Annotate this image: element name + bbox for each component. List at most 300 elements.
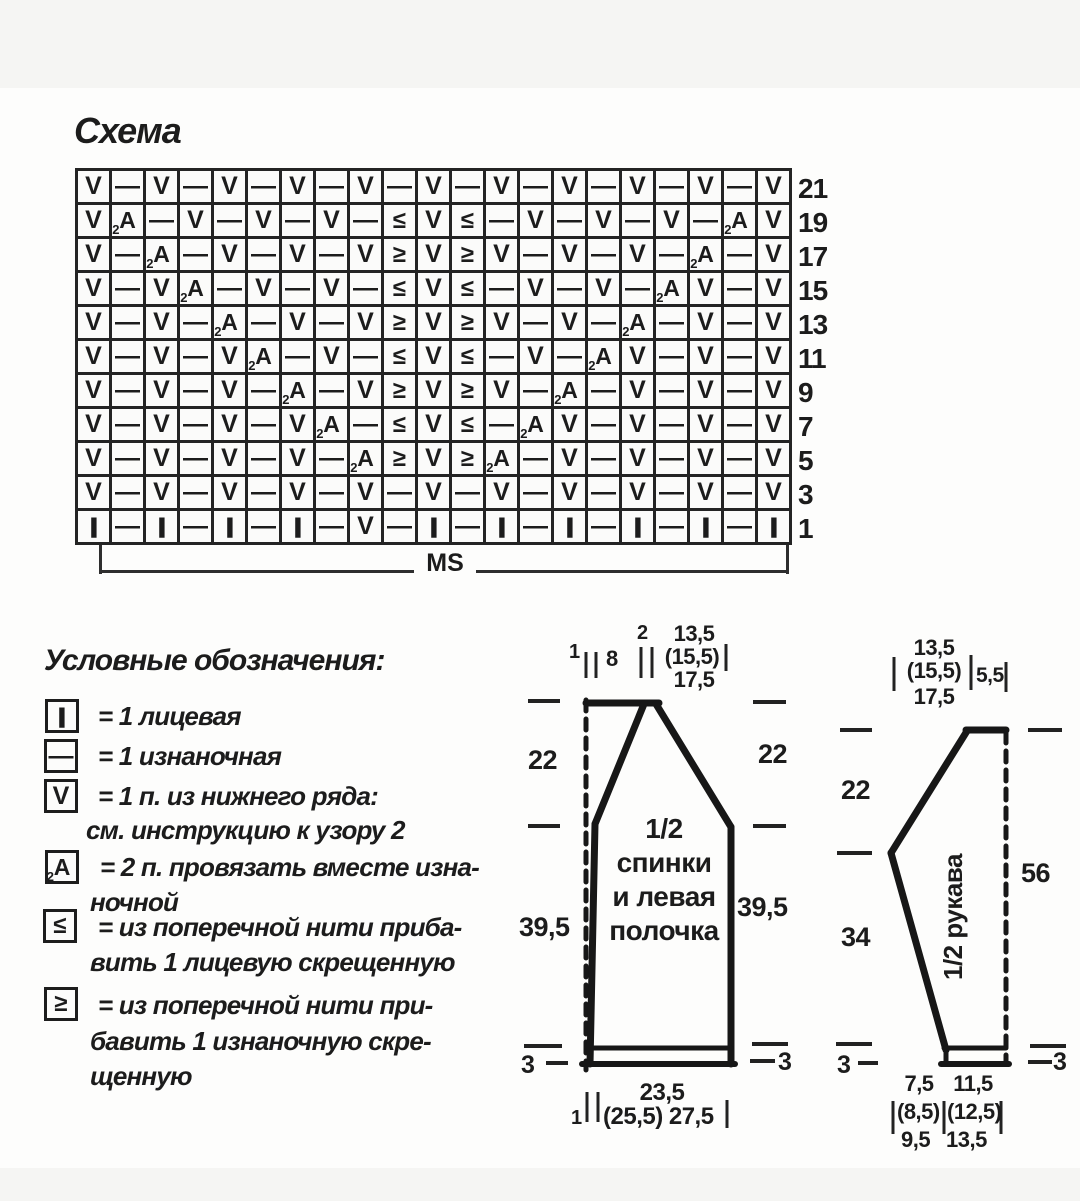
chart-cell xyxy=(214,341,245,372)
p1-name-line2: спинки xyxy=(616,847,712,878)
stitch-symbol-V: V xyxy=(561,410,578,438)
stitch-symbol-V: V xyxy=(85,342,102,370)
stitch-symbol-G: ≥ xyxy=(460,444,475,472)
chart-cell xyxy=(248,205,279,236)
chart-cell xyxy=(758,375,789,406)
chart-cell xyxy=(486,171,517,202)
stitch-symbol-V: V xyxy=(255,274,272,302)
chart-cell xyxy=(622,239,653,270)
chart-cell xyxy=(112,205,143,236)
stitch-symbol-V: V xyxy=(493,240,510,268)
p2-neck-size-1: 13,5 xyxy=(913,635,955,660)
chart-cell xyxy=(282,477,313,508)
stitch-symbol-V: V xyxy=(153,444,170,472)
stitch-symbol-V: V xyxy=(85,478,102,506)
chart-cell xyxy=(384,477,415,508)
stitch-symbol-P: — xyxy=(285,274,310,302)
stitch-symbol-V: V xyxy=(493,308,510,336)
chart-cell xyxy=(588,307,619,338)
stitch-symbol-P: — xyxy=(183,342,208,370)
chart-cell xyxy=(690,477,721,508)
chart-cell xyxy=(520,477,551,508)
stitch-symbol-P: — xyxy=(659,512,684,540)
p2-name: 1/2 рукава xyxy=(938,854,968,980)
stitch-symbol-G: ≥ xyxy=(54,990,68,1017)
chart-row-number: 19 xyxy=(798,207,828,238)
stitch-symbol-P: — xyxy=(727,478,752,506)
chart-cell xyxy=(690,375,721,406)
stitch-symbol-V: V xyxy=(425,342,442,370)
stitch-symbol-P: — xyxy=(455,512,480,540)
chart-cell xyxy=(656,341,687,372)
stitch-symbol-V: V xyxy=(357,172,374,200)
chart-cell xyxy=(656,171,687,202)
stitch-symbol-V: V xyxy=(187,206,204,234)
p2-right-56: 56 xyxy=(1021,858,1051,888)
chart-cell xyxy=(622,409,653,440)
chart-cell xyxy=(384,375,415,406)
stitch-symbol-P: — xyxy=(251,308,276,336)
stitch-symbol-P: — xyxy=(659,410,684,438)
chart-cell xyxy=(418,477,449,508)
chart-cell xyxy=(554,273,585,304)
stitch-symbol-P: — xyxy=(387,172,412,200)
stitch-symbol-P: — xyxy=(523,172,548,200)
chart-cell xyxy=(486,239,517,270)
stitch-symbol-V: V xyxy=(85,410,102,438)
stitch-symbol-A: A 2 xyxy=(112,207,136,236)
stitch-symbol-P: — xyxy=(115,376,140,404)
legend-symbol-m1-knit xyxy=(43,909,77,943)
chart-cell xyxy=(622,443,653,474)
chart-cell xyxy=(214,443,245,474)
stitch-symbol-P: — xyxy=(659,172,684,200)
stitch-symbol-V: V xyxy=(153,172,170,200)
chart-cell xyxy=(520,205,551,236)
stitch-symbol-V: V xyxy=(323,274,340,302)
stitch-symbol-P: — xyxy=(659,444,684,472)
chart-cell xyxy=(282,307,313,338)
chart-cell xyxy=(180,205,211,236)
chart-cell xyxy=(316,171,347,202)
chart-cell xyxy=(418,205,449,236)
chart-cell xyxy=(554,409,585,440)
chart-cell xyxy=(724,341,755,372)
chart-cell xyxy=(656,511,687,542)
chart-cell xyxy=(690,273,721,304)
stitch-symbol-P: — xyxy=(217,274,242,302)
stitch-symbol-V: V xyxy=(765,206,782,234)
chart-cell xyxy=(724,375,755,406)
stitch-symbol-V: V xyxy=(153,274,170,302)
chart-cell xyxy=(180,239,211,270)
chart-cell xyxy=(724,171,755,202)
chart-cell xyxy=(758,273,789,304)
stitch-symbol-V: V xyxy=(425,410,442,438)
chart-cell xyxy=(112,477,143,508)
chart-cell xyxy=(282,239,313,270)
chart-cell xyxy=(350,443,381,474)
stitch-symbol-V: V xyxy=(425,274,442,302)
stitch-symbol-V: V xyxy=(357,240,374,268)
stitch-symbol-P: — xyxy=(251,512,276,540)
legend-symbol-knit xyxy=(45,699,79,733)
chart-cell xyxy=(452,341,483,372)
stitch-symbol-A: A 2 xyxy=(146,241,170,270)
chart-cell xyxy=(486,341,517,372)
stitch-symbol-V: V xyxy=(561,172,578,200)
stitch-symbol-V: V xyxy=(629,376,646,404)
chart-cell xyxy=(248,239,279,270)
stitch-symbol-V: V xyxy=(595,274,612,302)
chart-cell xyxy=(520,443,551,474)
stitch-symbol-V: V xyxy=(85,240,102,268)
chart-cell xyxy=(452,307,483,338)
stitch-symbol-P: — xyxy=(319,308,344,336)
stitch-symbol-L: ≤ xyxy=(460,206,475,234)
chart-cell xyxy=(78,375,109,406)
chart-cell xyxy=(486,511,517,542)
stitch-symbol-V: V xyxy=(595,206,612,234)
chart-cell xyxy=(248,409,279,440)
stitch-symbol-V: V xyxy=(765,308,782,336)
chart-cell xyxy=(180,273,211,304)
stitch-symbol-V: V xyxy=(629,172,646,200)
chart-cell xyxy=(656,477,687,508)
stitch-symbol-V: V xyxy=(527,342,544,370)
stitch-symbol-P: — xyxy=(659,240,684,268)
chart-cell xyxy=(146,477,177,508)
chart-cell xyxy=(452,443,483,474)
chart-cell xyxy=(622,375,653,406)
stitch-symbol-A: A 2 xyxy=(248,343,272,372)
stitch-symbol-V: V xyxy=(221,376,238,404)
stitch-symbol-G: ≥ xyxy=(392,376,407,404)
chart-cell xyxy=(146,511,177,542)
chart-cell xyxy=(418,239,449,270)
chart-cell xyxy=(452,171,483,202)
chart-cell xyxy=(384,239,415,270)
chart-row-number: 3 xyxy=(798,479,813,510)
chart-cell xyxy=(452,409,483,440)
stitch-symbol-P: — xyxy=(353,342,378,370)
chart-cell xyxy=(350,341,381,372)
stitch-symbol-P: — xyxy=(523,444,548,472)
chart-cell xyxy=(180,477,211,508)
stitch-symbol-V: V xyxy=(425,172,442,200)
chart-cell xyxy=(112,341,143,372)
stitch-symbol-V: V xyxy=(493,478,510,506)
chart-cell xyxy=(146,273,177,304)
chart-cell xyxy=(554,307,585,338)
chart-cell xyxy=(248,511,279,542)
chart-cell xyxy=(214,409,245,440)
p1-top-8: 8 xyxy=(606,646,618,671)
chart-cell xyxy=(622,307,653,338)
chart-cell xyxy=(214,511,245,542)
stitch-symbol-P: — xyxy=(455,478,480,506)
stitch-symbol-P: — xyxy=(523,478,548,506)
chart-cell xyxy=(350,171,381,202)
stitch-symbol-P: — xyxy=(115,342,140,370)
stitch-symbol-P: — xyxy=(183,410,208,438)
stitch-symbol-A: A 2 xyxy=(46,853,71,884)
stitch-symbol-L: ≤ xyxy=(53,912,67,939)
stitch-symbol-V: V xyxy=(493,376,510,404)
chart-cell xyxy=(588,239,619,270)
chart-cell xyxy=(554,443,585,474)
chart-cell xyxy=(452,205,483,236)
stitch-symbol-V: V xyxy=(629,240,646,268)
stitch-symbol-V: V xyxy=(629,478,646,506)
chart-cell xyxy=(418,341,449,372)
stitch-symbol-P: — xyxy=(455,172,480,200)
chart-cell xyxy=(656,205,687,236)
stitch-symbol-V: V xyxy=(697,172,714,200)
p1-top-1: 1 xyxy=(569,641,580,663)
chart-cell xyxy=(248,443,279,474)
chart-cell xyxy=(656,443,687,474)
legend-text: = из поперечной нити приба- xyxy=(98,912,462,942)
chart-cell xyxy=(486,477,517,508)
stitch-symbol-P: — xyxy=(557,342,582,370)
page-title: Схема xyxy=(74,110,181,151)
chart-cell xyxy=(214,171,245,202)
chart-cell xyxy=(690,205,721,236)
chart-cell xyxy=(588,443,619,474)
chart-cell xyxy=(78,443,109,474)
chart-row-number: 21 xyxy=(798,173,828,204)
p2-bottom-11-5: 11,5 xyxy=(953,1071,993,1096)
chart-cell xyxy=(180,511,211,542)
chart-cell xyxy=(282,341,313,372)
stitch-symbol-V: V xyxy=(85,308,102,336)
chart-cell xyxy=(588,511,619,542)
chart-cell xyxy=(112,171,143,202)
legend-text: см. инструкцию к узору 2 xyxy=(86,815,405,845)
chart-cell xyxy=(758,205,789,236)
stitch-symbol-P: — xyxy=(353,410,378,438)
p1-name-line4: полочка xyxy=(609,915,719,946)
stitch-symbol-P: — xyxy=(115,308,140,336)
stitch-symbol-V: V xyxy=(697,444,714,472)
stitch-symbol-P: — xyxy=(489,206,514,234)
chart-cell xyxy=(656,273,687,304)
chart-cell xyxy=(588,273,619,304)
chart-cell xyxy=(146,375,177,406)
stitch-symbol-V: V xyxy=(629,342,646,370)
stitch-symbol-G: ≥ xyxy=(392,308,407,336)
stitch-symbol-P: — xyxy=(557,274,582,302)
chart-cell xyxy=(690,409,721,440)
stitch-symbol-V: V xyxy=(153,342,170,370)
stitch-symbol-P: — xyxy=(183,308,208,336)
stitch-symbol-P: — xyxy=(115,444,140,472)
stitch-symbol-V: V xyxy=(561,444,578,472)
stitch-symbol-P: — xyxy=(387,478,412,506)
chart-cell xyxy=(622,171,653,202)
legend-symbol-m1-purl xyxy=(44,987,78,1021)
chart-cell xyxy=(588,375,619,406)
chart-row-number: 7 xyxy=(798,411,813,442)
p1-left-22: 22 xyxy=(528,745,558,775)
stitch-symbol-K: | xyxy=(155,515,168,538)
chart-cell xyxy=(758,409,789,440)
stitch-symbol-V: V xyxy=(697,274,714,302)
stitch-symbol-V: V xyxy=(425,206,442,234)
stitch-symbol-V: V xyxy=(663,206,680,234)
chart-cell xyxy=(690,307,721,338)
p1-right-22: 22 xyxy=(758,739,788,769)
chart-cell xyxy=(316,409,347,440)
chart-cell xyxy=(282,443,313,474)
stitch-symbol-P: — xyxy=(659,376,684,404)
p1-neck-size-3: 17,5 xyxy=(673,667,715,692)
stitch-symbol-P: — xyxy=(659,308,684,336)
chart-cell xyxy=(384,511,415,542)
stitch-symbol-L: ≤ xyxy=(460,410,475,438)
chart-cell xyxy=(112,307,143,338)
stitch-symbol-V: V xyxy=(765,444,782,472)
chart-cell xyxy=(78,409,109,440)
chart-cell xyxy=(418,443,449,474)
stitch-symbol-P: — xyxy=(115,274,140,302)
stitch-symbol-P: — xyxy=(727,376,752,404)
chart-cell xyxy=(180,443,211,474)
chart-cell xyxy=(316,443,347,474)
stitch-symbol-P: — xyxy=(591,410,616,438)
stitch-symbol-G: ≥ xyxy=(460,308,475,336)
stitch-symbol-P: — xyxy=(659,342,684,370)
chart-cell xyxy=(520,273,551,304)
stitch-symbol-G: ≥ xyxy=(392,444,407,472)
stitch-symbol-P: — xyxy=(149,206,174,234)
p1-name-line3: и левая xyxy=(612,881,716,912)
stitch-symbol-V: V xyxy=(289,240,306,268)
stitch-symbol-V: V xyxy=(85,376,102,404)
stitch-symbol-V: V xyxy=(85,444,102,472)
stitch-symbol-K: | xyxy=(223,515,236,538)
stitch-symbol-V: V xyxy=(221,240,238,268)
chart-cell xyxy=(452,511,483,542)
chart-cell xyxy=(418,511,449,542)
stitch-symbol-V: V xyxy=(765,376,782,404)
chart-cell xyxy=(724,477,755,508)
stitch-symbol-V: V xyxy=(527,274,544,302)
stitch-symbol-K: | xyxy=(563,515,576,538)
legend-text: = из поперечной нити при- xyxy=(98,990,433,1020)
stitch-symbol-V: V xyxy=(153,308,170,336)
chart-cell xyxy=(350,307,381,338)
chart-cell xyxy=(384,341,415,372)
chart-cell xyxy=(146,409,177,440)
chart-cell xyxy=(316,375,347,406)
stitch-symbol-A: A 2 xyxy=(690,241,714,270)
stitch-symbol-P: — xyxy=(319,444,344,472)
stitch-symbol-K: | xyxy=(495,515,508,538)
stitch-symbol-L: ≤ xyxy=(392,410,407,438)
chart-cell xyxy=(316,273,347,304)
stitch-symbol-V: V xyxy=(289,444,306,472)
p2-left-22: 22 xyxy=(841,775,871,805)
stitch-symbol-V: V xyxy=(765,410,782,438)
stitch-symbol-V: V xyxy=(289,308,306,336)
stitch-symbol-V: V xyxy=(425,444,442,472)
chart-cell xyxy=(180,375,211,406)
chart-cell xyxy=(78,171,109,202)
chart-cell xyxy=(248,477,279,508)
chart-cell xyxy=(486,273,517,304)
chart-cell xyxy=(282,273,313,304)
chart-cell xyxy=(724,205,755,236)
chart-cell xyxy=(112,409,143,440)
chart-cell xyxy=(78,273,109,304)
chart-cell xyxy=(690,511,721,542)
stitch-symbol-V: V xyxy=(561,240,578,268)
stitch-symbol-V: V xyxy=(221,172,238,200)
stitch-symbol-V: V xyxy=(697,376,714,404)
chart-cell xyxy=(520,171,551,202)
stitch-symbol-P: — xyxy=(183,444,208,472)
stitch-symbol-L: ≤ xyxy=(460,342,475,370)
chart-cell xyxy=(486,409,517,440)
chart-cell xyxy=(418,307,449,338)
stitch-symbol-V: V xyxy=(527,206,544,234)
chart-cell xyxy=(316,511,347,542)
chart-cell xyxy=(758,341,789,372)
chart-cell xyxy=(112,443,143,474)
chart-cell xyxy=(452,273,483,304)
stitch-symbol-P: — xyxy=(115,410,140,438)
chart-cell xyxy=(452,375,483,406)
chart-cell xyxy=(384,205,415,236)
stitch-symbol-P: — xyxy=(217,206,242,234)
chart-cell xyxy=(554,205,585,236)
chart-cell xyxy=(724,409,755,440)
chart-cell xyxy=(146,171,177,202)
stitch-symbol-P: — xyxy=(591,512,616,540)
ms-label: MS xyxy=(414,548,476,578)
chart-cell xyxy=(656,409,687,440)
stitch-symbol-K: | xyxy=(699,515,712,538)
chart-cell xyxy=(622,273,653,304)
stitch-symbol-P: — xyxy=(693,206,718,234)
chart-cell xyxy=(520,409,551,440)
stitch-symbol-P: — xyxy=(251,478,276,506)
chart-row-number: 11 xyxy=(798,343,826,374)
p2-bottom-7-5: 7,5 xyxy=(904,1071,934,1096)
p1-left-3: 3 xyxy=(521,1051,535,1079)
chart-cell xyxy=(214,239,245,270)
chart-cell xyxy=(248,171,279,202)
chart-row-number: 13 xyxy=(798,309,828,340)
chart-cell xyxy=(690,443,721,474)
chart-cell xyxy=(520,341,551,372)
chart-cell xyxy=(724,443,755,474)
legend-text: = 2 п. провязать вместе изна- xyxy=(100,852,480,882)
stitch-symbol-V: V xyxy=(153,478,170,506)
stitch-symbol-V: V xyxy=(765,342,782,370)
chart-cell xyxy=(758,307,789,338)
chart-cell xyxy=(350,511,381,542)
stitch-symbol-P: — xyxy=(489,410,514,438)
stitch-symbol-V: V xyxy=(85,172,102,200)
stitch-symbol-P: — xyxy=(489,342,514,370)
p2-left-3: 3 xyxy=(837,1051,851,1079)
chart-cell xyxy=(554,477,585,508)
chart-cell xyxy=(350,409,381,440)
stitch-symbol-P: — xyxy=(727,410,752,438)
